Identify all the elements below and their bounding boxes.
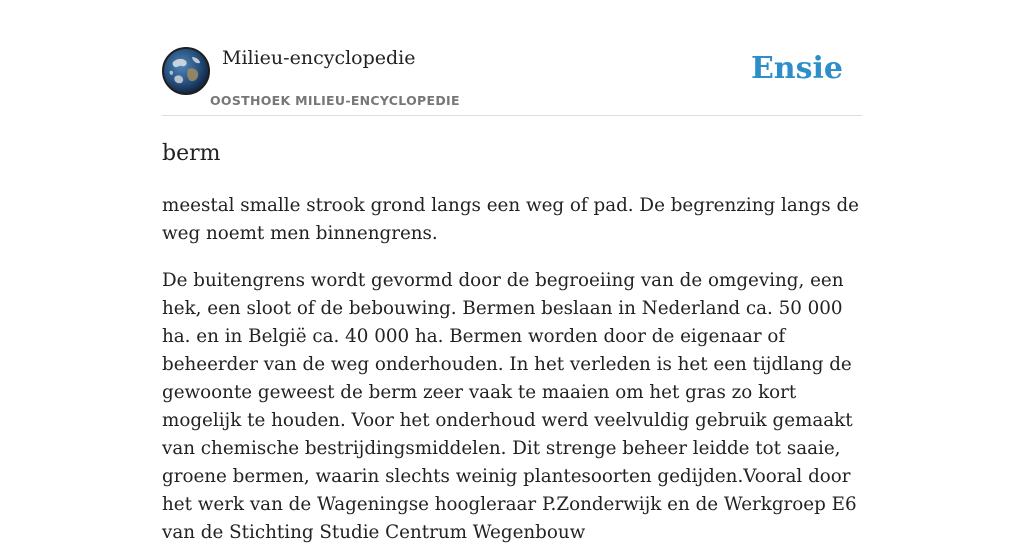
earth-globe-icon[interactable] [162,47,210,95]
site-header [162,46,862,116]
site-subtitle: OOSTHOEK MILIEU-ENCYCLOPEDIE [210,93,460,108]
entry-paragraph: meestal smalle strook grond langs een weg of pad. De begrenzing langs de weg noemt men binnengrens. [162,195,859,244]
entry-paragraph: De buitengrens wordt gevormd door de begroeiing van de omgeving, een hek, een sloot of de bebouwing. Bermen beslaan in Nederland ca. 50 000 ha. en in België ca. 40 000 ha. Bermen worden door de eigenaar of beheerder van de weg onderhouden. In het verleden is het een tijdlang de gewoonte geweest de berm zeer vaak te maaien om het gras zo kort mogelijk te houden. Voor het onderhoud werd veelvuldig gebruik gemaakt van chemische bestrijdingsmiddelen. Dit strenge beheer leidde tot saaie, groene bermen, waarin slechts weinig plantesoorten gedijden.Vooral door het werk van de Wageningse hoogleraar P.Zonderwijk en de Werkgroep E6 van de Stichting Studie Centrum Wegenbouw [162,270,857,543]
entry-title: berm [162,141,221,166]
site-title-link[interactable]: Milieu-encyclopedie [222,47,416,69]
ensie-logo-link[interactable]: Ensie [750,51,843,86]
entry-content [162,138,867,547]
